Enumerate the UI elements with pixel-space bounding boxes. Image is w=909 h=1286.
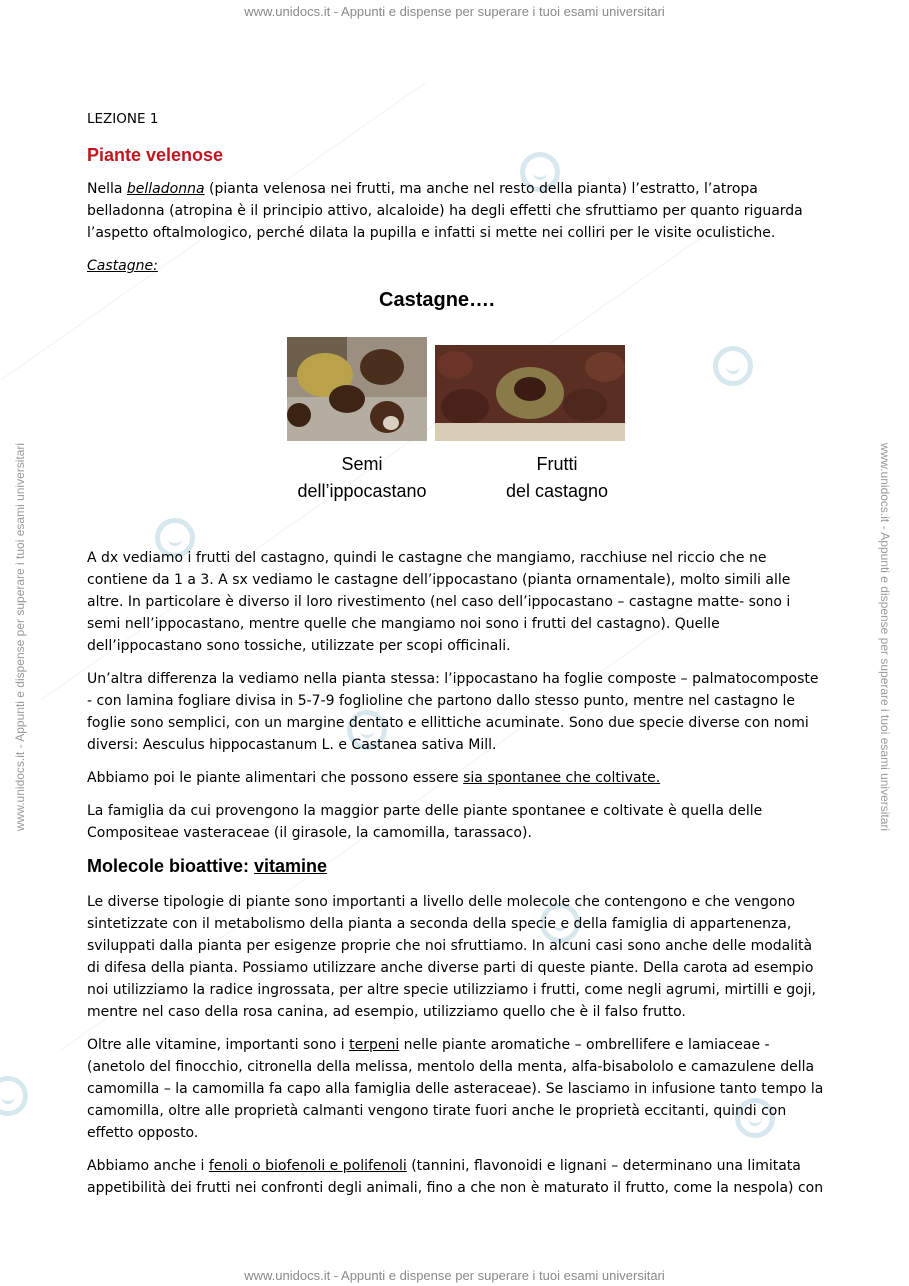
term-fenoli: fenoli o biofenoli e polifenoli bbox=[208, 1158, 407, 1174]
text: nelle piante aromatiche – ombrellifere e lamiaceae - (anetolo del finocchio, citronella della melissa, mentolo della menta, alfa-bisabololo e camazulene della camomilla – la camomilla fa capo alla famiglia delle asteraceae). Se lasciamo in infusione tanto tempo la camomilla, oltre alle proprietà calmanti vengono tirate fuori anche le proprietà eccitanti, quindi con effetto opposto. bbox=[87, 1037, 824, 1141]
text: (pianta velenosa nei frutti, ma anche nel resto della pianta) l’estratto, l’atropa belladonna (atropina è il principio attivo, alcaloide) ha degli effetti che sfruttiamo per quanto riguarda l’aspetto oftalmologico, perché dilata la pupilla e infatti si mette nei colliri per le visite oculistiche. bbox=[87, 181, 803, 241]
paragraph-foglie: Un’altra differenza la vediamo nella pianta stessa: l’ippocastano ha foglie composte – palmatocomposte - con lamina fogliare divisa in 5-7-9 foglioline che partono dallo stesso punto, mentre nel castagno le foglie sono semplici, con un margine dentato e ellittiche acuminate. Sono due specie diverse con nomi diversi: Aesculus hippocastanum L. e Castanea sativa Mill. bbox=[87, 671, 819, 753]
text: Molecole bioattive: bbox=[87, 856, 255, 876]
text: (tannini, flavonoidi e lignani – determinano una limitata appetibilità dei frutti nei confronti degli animali, fino a che non è maturato il frutto, come la nespola) con bbox=[87, 1158, 824, 1196]
text: Abbiamo poi le piante alimentari che possono essere bbox=[87, 770, 464, 786]
photo-ippocastano-seeds bbox=[287, 337, 427, 441]
text: Oltre alle vitamine, importanti sono i bbox=[87, 1037, 350, 1053]
caption-line: dell’ippocastano bbox=[297, 481, 427, 501]
heading-molecole-bioattive bbox=[87, 855, 827, 877]
paragraph-belladonna bbox=[87, 178, 827, 244]
paragraph-terpeni bbox=[87, 1034, 827, 1144]
watermark-footer: www.unidocs.it - Appunti e dispense per superare i tuoi esami universitari bbox=[244, 1268, 665, 1283]
subheading-castagne: Castagne: bbox=[87, 258, 158, 274]
term-terpeni: terpeni bbox=[349, 1037, 400, 1053]
text: Abbiamo anche i bbox=[87, 1158, 209, 1174]
paragraph-compositeae: La famiglia da cui provengono la maggior parte delle piante spontanee e coltivate è quella delle Compositeae vasteraceae (il girasole, la camomilla, tarassaco). bbox=[87, 803, 763, 841]
watermark-header: www.unidocs.it - Appunti e dispense per superare i tuoi esami universitari bbox=[244, 4, 665, 19]
figure-castagne bbox=[87, 277, 827, 547]
watermark-logo-icon bbox=[0, 1076, 28, 1116]
lesson-number: LEZIONE 1 bbox=[87, 111, 159, 127]
paragraph-castagne-differenze: A dx vediamo i frutti del castagno, quindi le castagne che mangiamo, racchiuse nel riccio che ne contiene da 1 a 3. A sx vediamo le castagne dell’ippocastano (pianta ornamentale), molto simili alle altre. In particolare è diverso il loro rivestimento (nel caso dell’ippocastano – castagne matte- sono i semi nell’ippocastano, mentre quelle che mangiamo noi sono i frutti del castagno). Quelle dell’ippocastano sono tossiche, utilizzate per scopi officinali. bbox=[87, 550, 791, 654]
caption-ippocastano bbox=[267, 451, 457, 505]
caption-line: Semi bbox=[341, 454, 383, 474]
caption-line: del castagno bbox=[505, 481, 609, 501]
document-body bbox=[87, 108, 827, 1210]
term-belladonna: belladonna bbox=[126, 181, 205, 197]
heading-piante-velenose: Piante velenose bbox=[87, 145, 224, 165]
text: Nella bbox=[87, 181, 127, 197]
photo-castagno-fruits bbox=[435, 345, 625, 441]
caption-castagno bbox=[467, 451, 647, 505]
paragraph-tipologie-piante: Le diverse tipologie di piante sono importanti a livello delle molecole che contengono e che vengono sintetizzate con il metabolismo della pianta a seconda della specie e della famiglia di appartenenza, sviluppati dalla pianta per esigenze proprie che noi sfruttiamo. In alcuni casi sono anche delle modalità di difesa della pianta. Possiamo utilizzare anche diverse parti di queste piante. Della carota ad esempio noi utilizziamo la radice ingrossata, per altre specie utilizziamo i frutti, come negli agrumi, mirtilli e goji, mentre nel caso della rosa canina, ad esempio, utilizziamo quello che è il falso frutto. bbox=[87, 894, 816, 1020]
term-vitamine: vitamine bbox=[254, 856, 328, 876]
watermark-side-left: www.unidocs.it - Appunti e dispense per superare i tuoi esami universitari bbox=[13, 442, 27, 832]
paragraph-fenoli bbox=[87, 1155, 827, 1199]
figure-title: Castagne…. bbox=[379, 289, 495, 311]
watermark-side-right: www.unidocs.it - Appunti e dispense per superare i tuoi esami universitari bbox=[878, 442, 892, 832]
paragraph-piante-alimentari bbox=[87, 767, 827, 789]
term-spontanee-coltivate: sia spontanee che coltivate. bbox=[463, 770, 661, 786]
caption-line: Frutti bbox=[536, 454, 578, 474]
